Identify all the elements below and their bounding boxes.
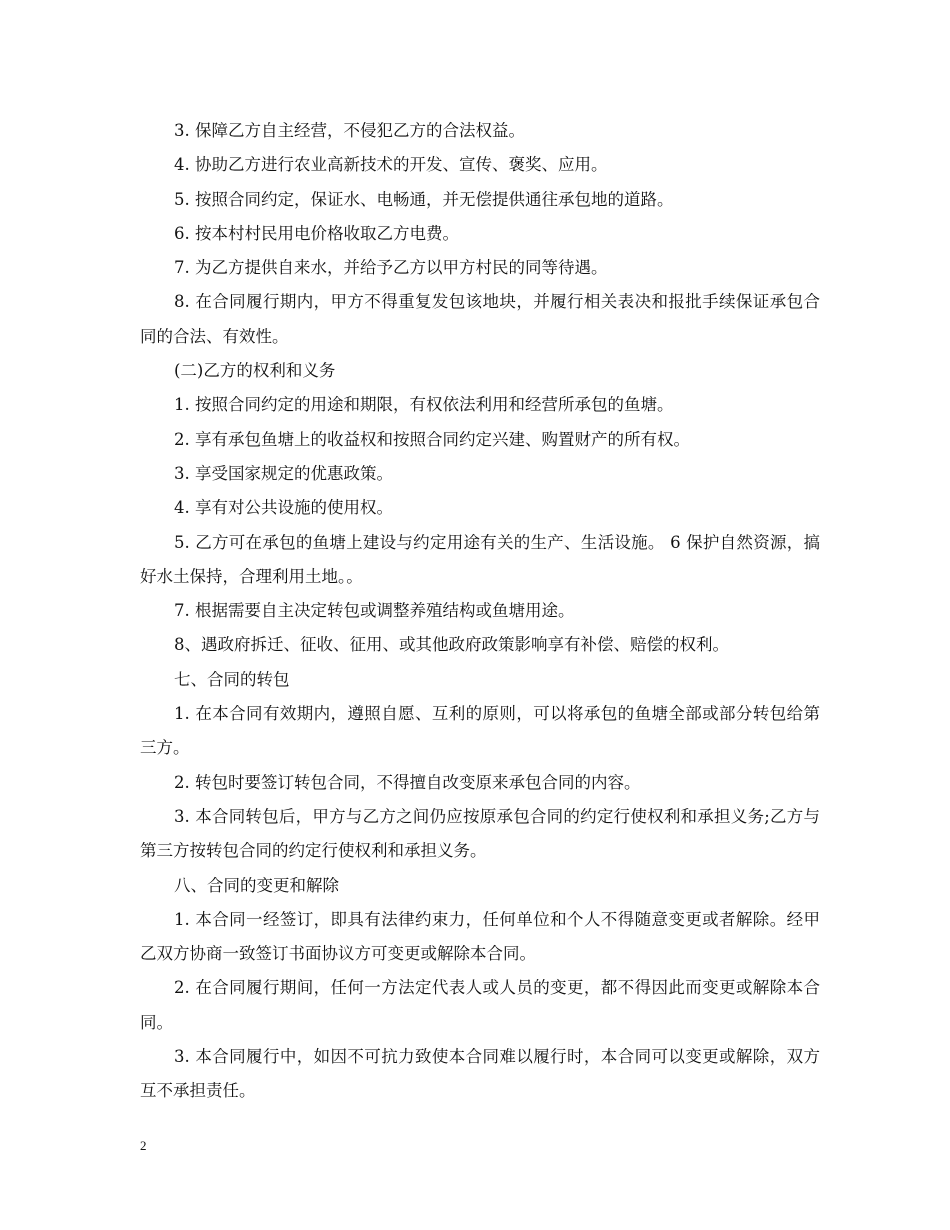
paragraph: 6. 按本村村民用电价格收取乙方电费。 — [174, 223, 459, 243]
paragraph: 3. 享受国家规定的优惠政策。 — [174, 463, 393, 483]
paragraph: 7. 为乙方提供自来水，并给予乙方以甲方村民的同等待遇。 — [174, 258, 608, 278]
paragraph: 2. 转包时要签订转包合同，不得擅自改变原来承包合同的内容。 — [174, 772, 641, 792]
paragraph: 2. 在合同履行期间，任何一方法定代表人或人员的变更，都不得因此而变更或解除本合同。 — [140, 978, 820, 1032]
paragraph: 2. 享有承包鱼塘上的收益权和按照合同约定兴建、购置财产的所有权。 — [174, 429, 690, 449]
page-number: 2 — [140, 1138, 147, 1153]
section-heading: (二)乙方的权利和义务 — [174, 361, 336, 381]
paragraph: 1. 按照合同约定的用途和期限，有权依法利用和经营所承包的鱼塘。 — [174, 395, 674, 415]
paragraph: 3. 保障乙方自主经营，不侵犯乙方的合法权益。 — [174, 121, 525, 140]
paragraph: 7. 根据需要自主决定转包或调整养殖结构或鱼塘用途。 — [174, 601, 575, 621]
paragraph: 3. 本合同转包后，甲方与乙方之间仍应按原承包合同的约定行使权利和承担义务;乙方与第三方按转包合同的约定行使权利和承担义务。 — [140, 806, 820, 861]
paragraph: 8、遇政府拆迁、征收、征用、或其他政府政策影响享有补偿、赔偿的权利。 — [174, 635, 729, 655]
paragraph: 4. 协助乙方进行农业高新技术的开发、宣传、褒奖、应用。 — [174, 155, 608, 175]
paragraph: 8. 在合同履行期内，甲方不得重复发包该地块，并履行相关表决和报批手续保证承包合同的合法、有效性。 — [140, 292, 820, 346]
paragraph: 5. 按照合同约定，保证水、电畅通，并无偿提供通往承包地的道路。 — [174, 189, 674, 209]
paragraph: 1. 在本合同有效期内，遵照自愿、互利的原则，可以将承包的鱼塘全部或部分转包给第三方。 — [140, 704, 820, 758]
paragraph: 4. 享有对公共设施的使用权。 — [174, 498, 393, 518]
section-heading: 七、合同的转包 — [174, 669, 290, 689]
section-heading: 八、合同的变更和解除 — [174, 875, 339, 895]
paragraph: 3. 本合同履行中，如因不可抗力致使本合同难以履行时，本合同可以变更或解除，双方互不承担责任。 — [140, 1047, 820, 1101]
paragraph: 5. 乙方可在承包的鱼塘上建设与约定用途有关的生产、生活设施。 6 保护自然资源，搞好水土保持，合理利用土地。。 — [140, 532, 820, 586]
document-body — [140, 114, 820, 1109]
paragraph: 1. 本合同一经签订，即具有法律约束力，任何单位和个人不得随意变更或者解除。经甲乙双方协商一致签订书面协议方可变更或解除本合同。 — [140, 909, 820, 964]
